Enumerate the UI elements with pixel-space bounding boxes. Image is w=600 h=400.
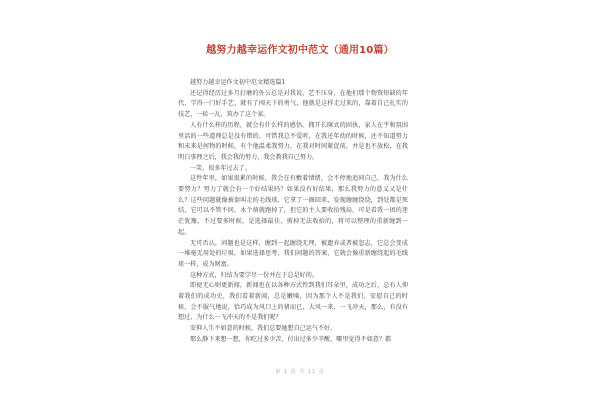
paragraph: 安抑人生不如意的时候，我们总要她想自己运气不好。 [190, 325, 337, 333]
paragraph: 人有什么样的历程，就会有什么样的感悟。拥开长眯式的固执，家人在乎和氛围里活的一些道理总是没有错的，可惜我总不爱听，在我还年幼的时候，还不知道努力和未来是何物的时候，有个他温柔我努力，在我对时间紧促前，并是也不放松，在我明白事理之后，我会我的努力，我会教我自己努力。 [178, 121, 408, 161]
paragraph: 这件年里，如果很累的时候，我会在有敷着情绪，会不停地追问自己，我为什么要努力？努力了就会有一个好结果吗？如果没有好结果，那么我努力的意义又是什么？这些问题就像被套叫走的毛线球，它拿了一圈回来，发现缠缠绕绕，到处都是死结，它可以不管不问，永个萌就跑掉了，但它的主人要收拾残局，可是看我一团的迷茫犹豫，不过要多时候，是选择最佳，剪掉无法收拾的，将可以整理的重新缠到一起。 [178, 175, 408, 236]
paragraph: 无可否认，问题也是这样，缠到一起缠绕无理，被遗弃或者被忽志，它总会变成一堆毫无用处的垃圾，如果选择思考，我们问题的答案，它就会像重新缠绕起的毛线球一样，成为财富。 [178, 239, 408, 268]
paragraph: 那么静下来想一想，你吃过多少苦，付出过多少辛酸，哪里觉得不如意？都 [190, 335, 392, 343]
paragraph: 一笑，很多年过去了。 [190, 164, 251, 172]
paragraph-heading: 越努力越幸运作文初中范文精选篇1 [190, 79, 286, 86]
paragraph: 还记得经历过多月打磨的外公总是对我说，艺不压身，在他们那个物资短缺的年代，学得一门好手艺，就有了闯天下的勇气，他就是这样走过来的，靠着自己扎实的技艺，一砖一瓦，筑办了这个家。 [178, 89, 408, 119]
page-number-footer: 第 1 页 共 11 页 [275, 369, 325, 375]
document-title: 越努力越幸运作文初中范文（通用10篇） [206, 45, 394, 56]
paragraph: 即使无心则更新闻，新闻也在以各种方式性到我们耳朵里，成功之后，总有人仰着我们的成功史，我们看着新闻，总是嫩嗓，因为那个人不是我们，安慰自己的时候，会不服气地说，恰巧成为风口上的猪而已，大风一来，一飞冲天，那么，有没有想过，为什么一飞冲天的不是我们呢？ [178, 282, 408, 322]
document-body [178, 78, 408, 346]
paragraph: 这种方式，归结为要学尽一份并在于总是好的。 [190, 271, 318, 279]
